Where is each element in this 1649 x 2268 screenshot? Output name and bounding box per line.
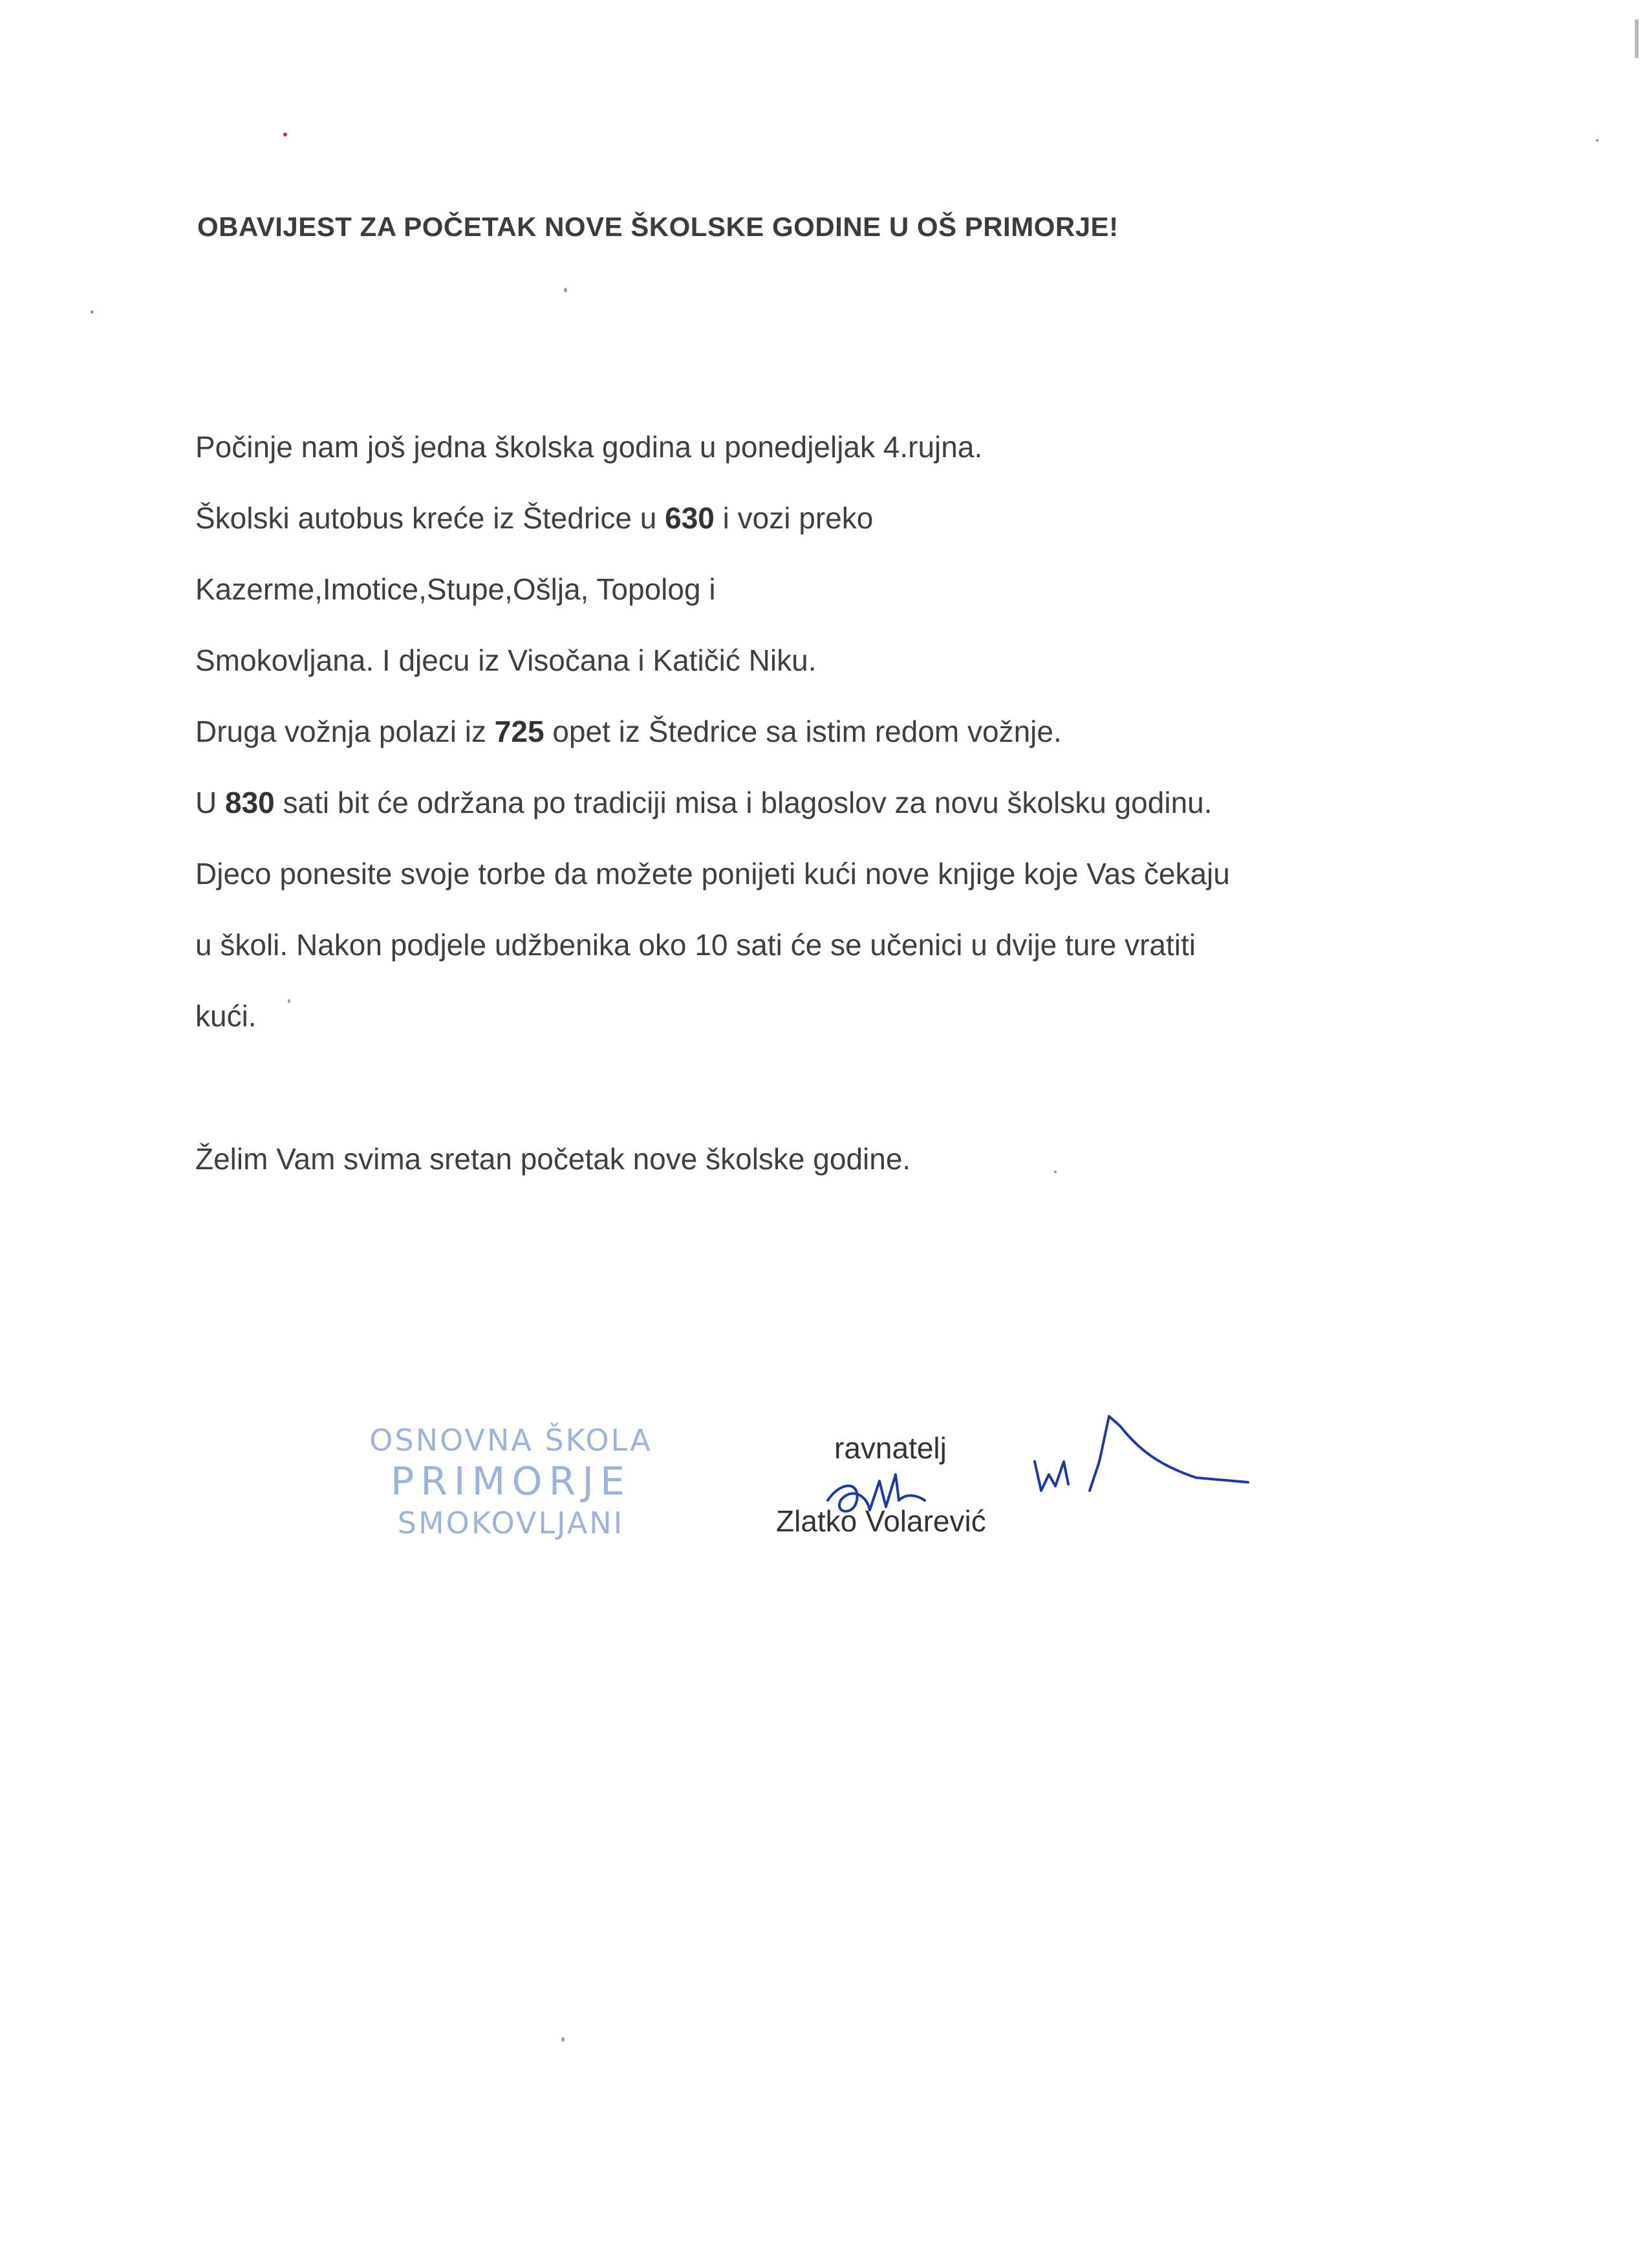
stamp-line-1: OSNOVNA ŠKOLA <box>369 1423 652 1458</box>
signature-stroke-3 <box>1090 1416 1248 1491</box>
scan-speck <box>564 288 567 292</box>
scan-speck <box>1596 139 1599 142</box>
closing-line: Želim Vam svima sretan početak nove školske godine. <box>195 1142 911 1176</box>
body-line <box>195 856 1230 891</box>
signatory-role: ravnatelj <box>834 1431 947 1465</box>
body-line <box>195 714 1062 749</box>
body-line <box>195 429 982 464</box>
stamp-line-3: SMOKOVLJANI <box>397 1506 625 1540</box>
body-text: Druga vožnja polazi iz <box>195 715 495 748</box>
scan-speck <box>1054 1171 1057 1173</box>
body-line <box>195 643 816 678</box>
signature-stroke-2 <box>1035 1462 1068 1491</box>
scan-speck <box>91 310 94 314</box>
time-value: 630 <box>665 501 715 535</box>
body-text: Počinje nam još jedna školska godina u ponedjeljak 4.rujna. <box>195 430 983 464</box>
body-text: kući. <box>195 999 257 1033</box>
body-text: Kazerme,Imotice,Stupe,Ošlja, Topolog i <box>195 572 716 606</box>
body-line <box>195 785 1212 820</box>
body-text: opet iz Štedrice sa istim redom vožnje. <box>544 715 1062 748</box>
time-value: 830 <box>225 786 275 819</box>
scan-speck <box>1635 19 1639 58</box>
document-title: OBAVIJEST ZA POČETAK NOVE ŠKOLSKE GODINE U OŠ PRIMORJE! <box>197 211 1119 242</box>
scan-speck <box>561 2037 565 2042</box>
body-text: i vozi preko <box>714 501 874 535</box>
body-text: U <box>195 786 225 819</box>
body-text: Djeco ponesite svoje torbe da možete ponijeti kući nove knjige koje Vas čekaju <box>195 857 1230 891</box>
school-stamp <box>343 1423 679 1562</box>
body-line <box>195 927 1196 962</box>
body-text: u školi. Nakon podjele udžbenika oko 10 sati će se učenici u dvije ture vratiti <box>195 928 1196 962</box>
scan-speck <box>283 133 287 136</box>
body-line <box>195 501 873 535</box>
body-text: sati bit će održana po tradiciji misa i blagoslov za novu školsku godinu. <box>274 786 1212 819</box>
body-text: Smokovljana. I djecu iz Visočana i Katičić Niku. <box>195 643 817 677</box>
time-value: 725 <box>494 715 544 748</box>
stamp-line-2: PRIMORJE <box>391 1459 631 1504</box>
handwritten-signature <box>821 1403 1274 1546</box>
body-line <box>195 572 716 607</box>
signature-stroke-1 <box>828 1474 925 1511</box>
body-text: Školski autobus kreće iz Štedrice u <box>195 501 665 535</box>
scan-speck <box>288 999 290 1003</box>
body-line <box>195 999 257 1033</box>
signatory-name: Zlatko Volarević <box>776 1504 986 1538</box>
